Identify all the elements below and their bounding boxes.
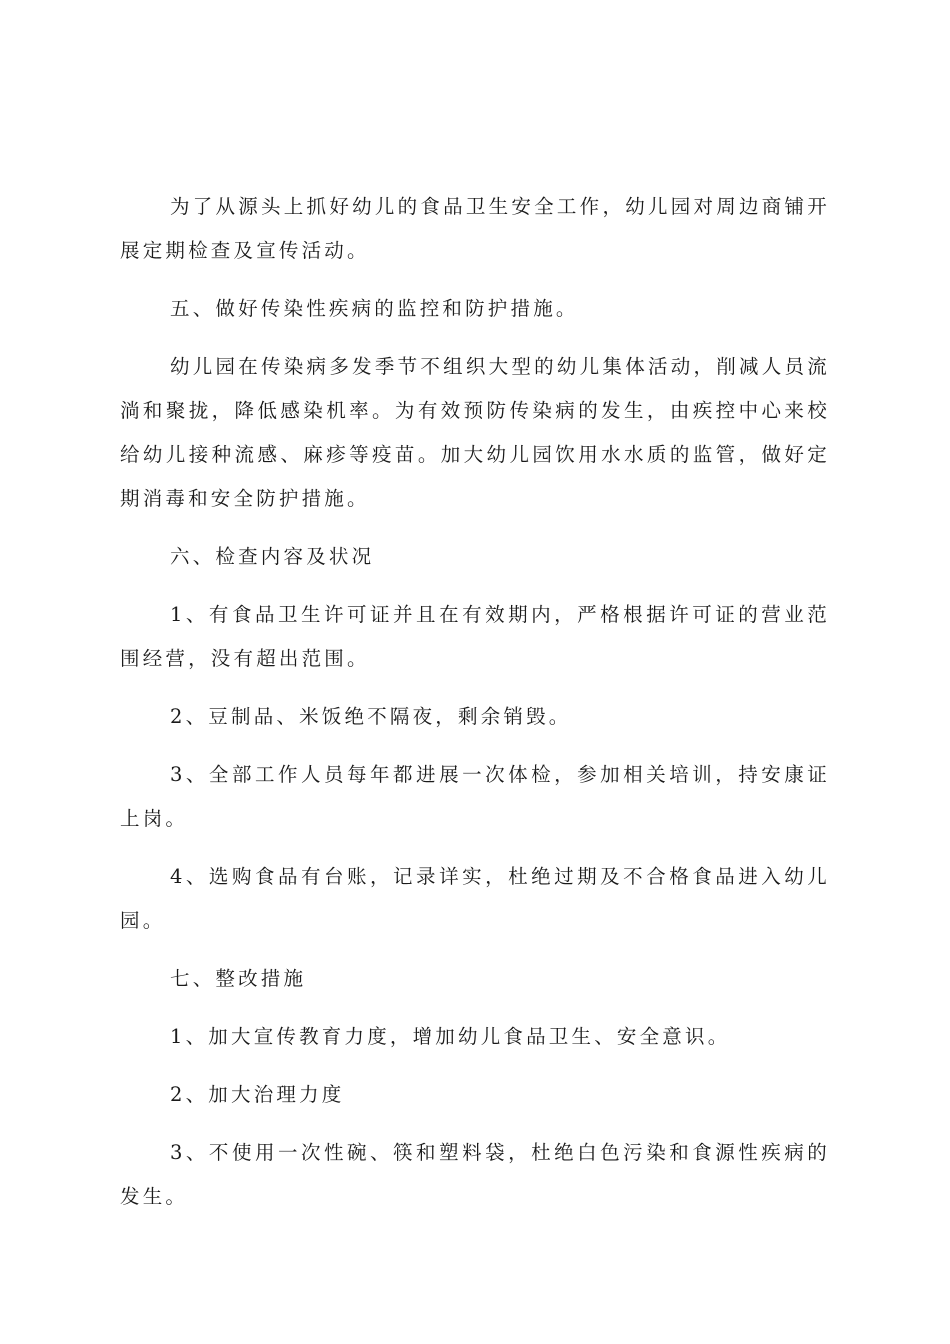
- list-item-health-check: 3、全部工作人员每年都进展一次体检，参加相关培训，持安康证上岗。: [120, 763, 830, 830]
- list-item-disposables: 3、不使用一次性碗、筷和塑料袋，杜绝白色污染和食源性疾病的发生。: [120, 1141, 830, 1208]
- document-body: [120, 185, 830, 1233]
- list-item-license: 1、有食品卫生许可证并且在有效期内，严格根据许可证的营业范围经营，没有超出范围。: [120, 603, 830, 670]
- heading-inspection-content: 六、检查内容及状况: [170, 545, 375, 568]
- list-item-education: 1、加大宣传教育力度，增加幼儿食品卫生、安全意识。: [170, 1025, 731, 1048]
- paragraph-food-safety-inspection: 为了从源头上抓好幼儿的食品卫生安全工作，幼儿园对周边商铺开展定期检查及宣传活动。: [120, 195, 830, 262]
- paragraph-disease-measures: 幼儿园在传染病多发季节不组织大型的幼儿集体活动，削减人员流淌和聚拢，降低感染机率。为有效预防传染病的发生，由疾控中心来校给幼儿接种流感、麻疹等疫苗。加大幼儿园饮用水水质的监管，做好定期消毒和安全防护措施。: [120, 355, 830, 510]
- heading-rectification: 七、整改措施: [170, 967, 307, 990]
- list-item-management: 2、加大治理力度: [170, 1083, 345, 1106]
- list-item-purchase-ledger: 4、选购食品有台账，记录详实，杜绝过期及不合格食品进入幼儿园。: [120, 865, 830, 932]
- list-item-leftovers: 2、豆制品、米饭绝不隔夜，剩余销毁。: [170, 705, 572, 728]
- heading-disease-prevention: 五、做好传染性疾病的监控和防护措施。: [170, 297, 579, 320]
